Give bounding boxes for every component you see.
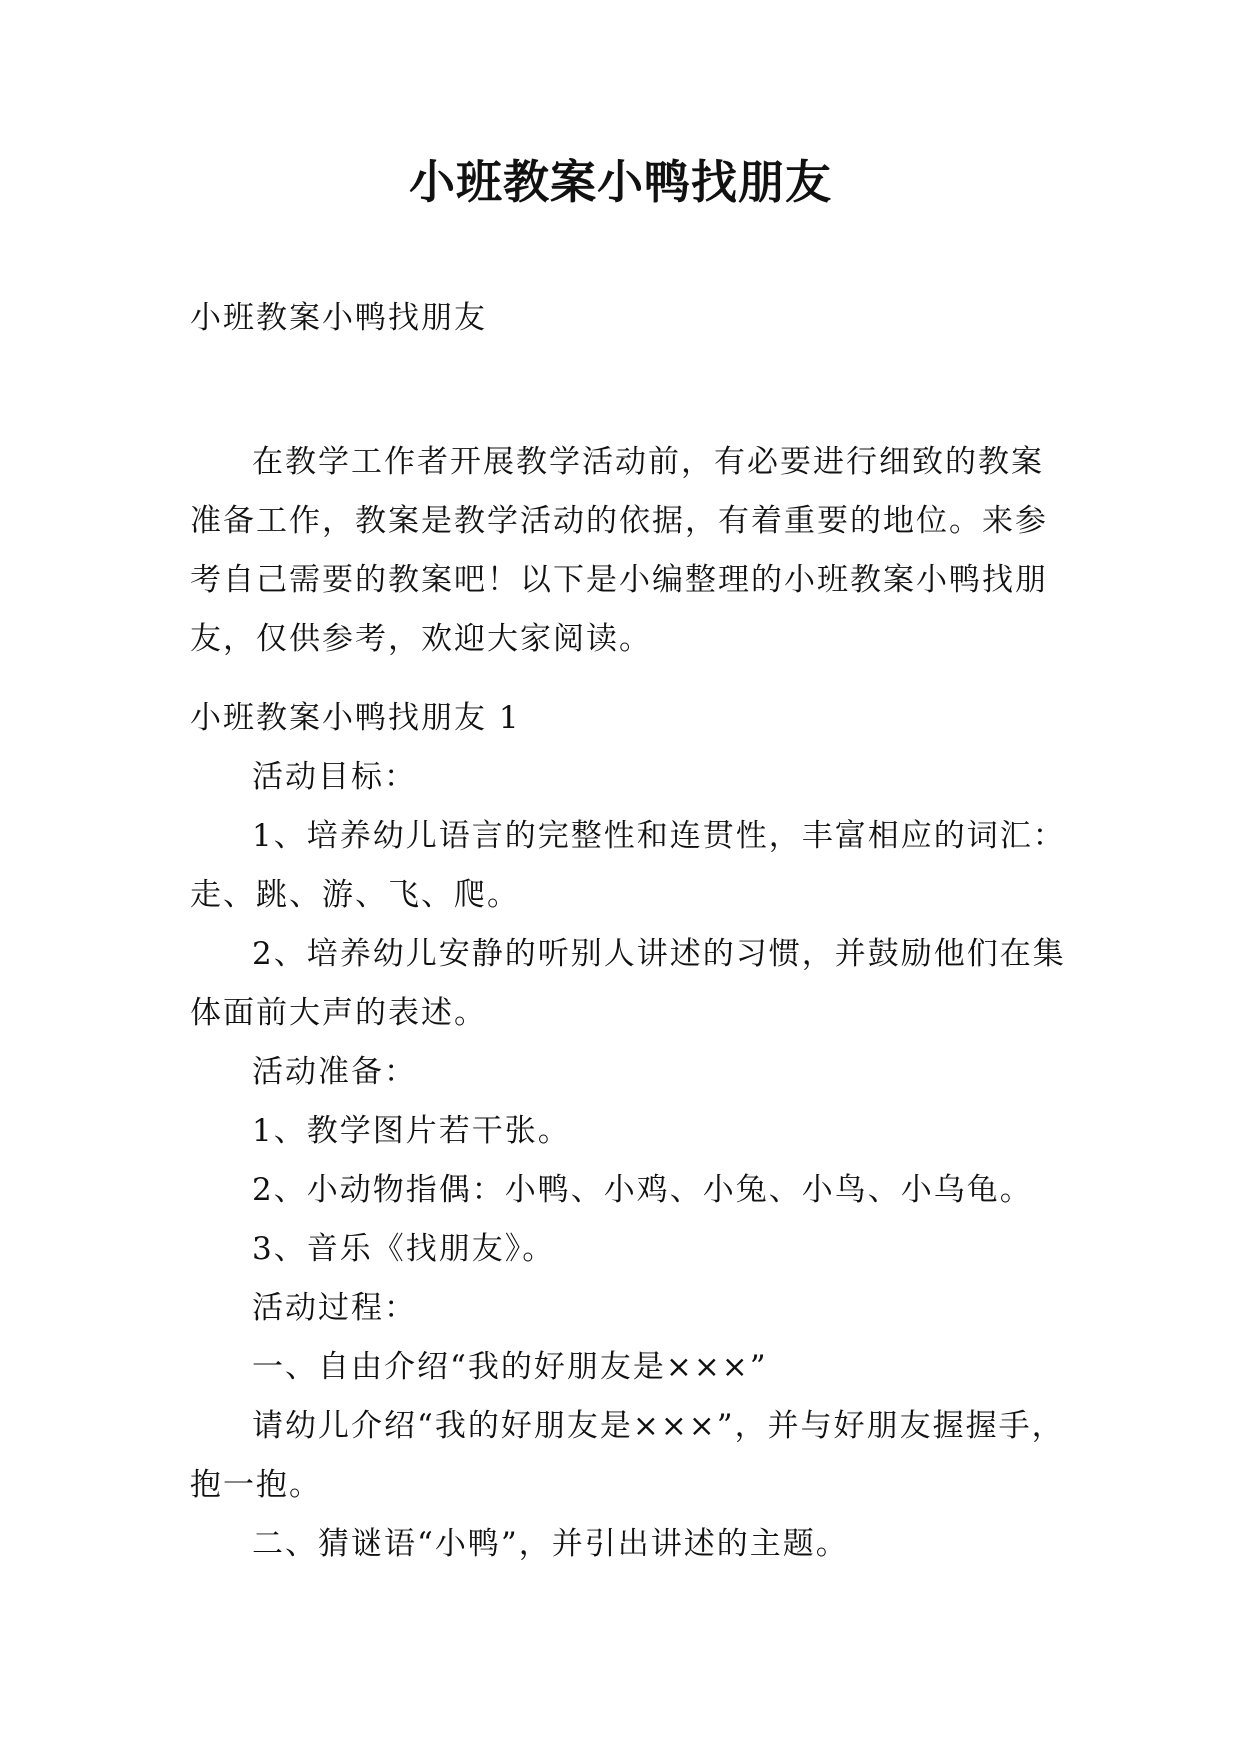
paragraph-activity-prep: 活动准备：	[252, 1054, 417, 1090]
paragraph-prep-3: 3、音乐《找朋友》。	[252, 1231, 556, 1267]
paragraph-prep-1: 1、教学图片若干张。	[252, 1113, 571, 1149]
paragraph-activity-process: 活动过程：	[252, 1290, 417, 1326]
intro-paragraph: 在教学工作者开展教学活动前，有必要进行细致的教案准备工作，教案是教学活动的依据，有着重要的地位。来参考自己需要的教案吧！以下是小编整理的小班教案小鸭找朋友，仅供参考，欢迎大家阅读。	[190, 444, 1048, 657]
section-heading: 小班教案小鸭找朋友 1	[190, 700, 521, 736]
paragraph-step-1: 一、自由介绍“我的好朋友是×××”	[252, 1349, 768, 1385]
paragraph-step-1-detail: 请幼儿介绍“我的好朋友是×××”，并与好朋友握握手，抱一抱。	[190, 1408, 1065, 1503]
document-title: 小班教案小鸭找朋友	[409, 155, 832, 209]
paragraph-goal-2: 2、培养幼儿安静的听别人讲述的习惯，并鼓励他们在集体面前大声的表述。	[190, 936, 1066, 1031]
paragraph-step-2: 二、猜谜语“小鸭”，并引出讲述的主题。	[252, 1526, 849, 1562]
paragraph-goal-1: 1、培养幼儿语言的完整性和连贯性，丰富相应的词汇：走、跳、游、飞、爬。	[190, 818, 1066, 913]
paragraph-prep-2: 2、小动物指偶：小鸭、小鸡、小兔、小鸟、小乌龟。	[252, 1172, 1033, 1208]
lesson-section	[190, 689, 1070, 1574]
document-subtitle: 小班教案小鸭找朋友	[190, 300, 487, 336]
paragraph-activity-goals: 活动目标：	[252, 759, 417, 795]
